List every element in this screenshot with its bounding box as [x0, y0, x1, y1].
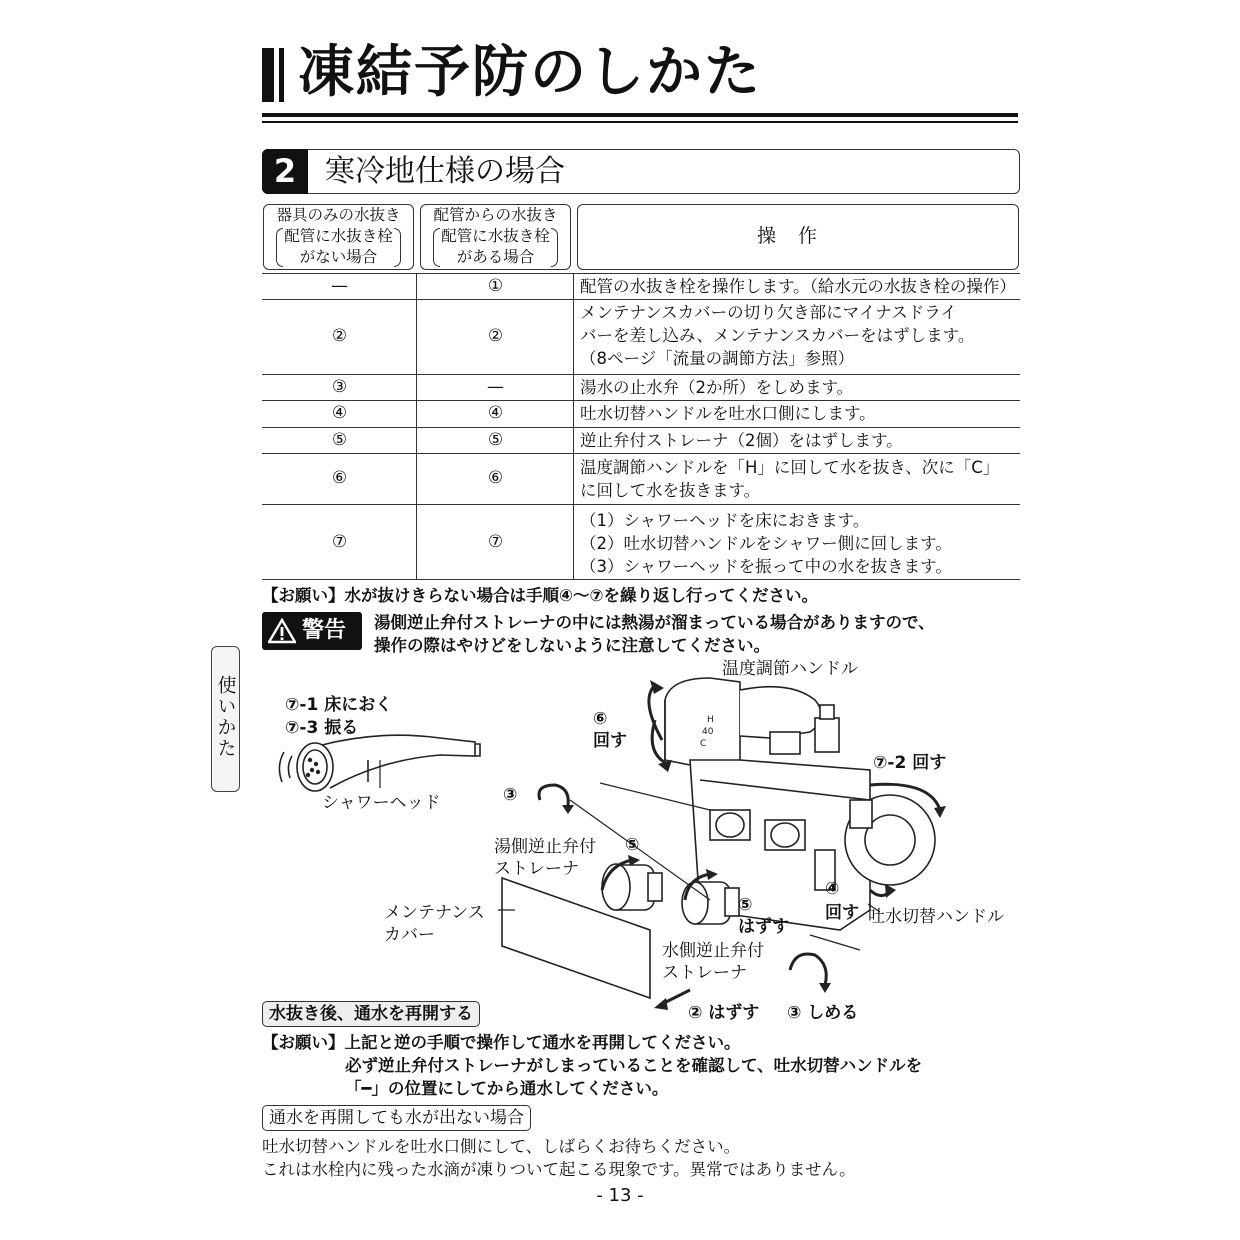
page-number: - 13 -: [596, 1185, 644, 1206]
row6-text-line1: 温度調節ハンドルを「H」に回して水を抜き、次に「C」: [580, 458, 1000, 477]
row7-text-line2: （2）吐水切替ハンドルをシャワー側に回します。: [580, 534, 952, 553]
label-close-valve: ③ しめる: [787, 1003, 859, 1023]
row2-text-line2: バーを差し込み、メンテナンスカバーをはずします。: [580, 326, 975, 345]
title-rule: [262, 113, 1018, 117]
arrow-step3-top: [539, 785, 568, 805]
label-step7-2: ⑦-2 回す: [873, 753, 947, 773]
label-cover-2: カバー: [384, 925, 435, 945]
row4-col2: ④: [487, 403, 504, 423]
side-tab-label: 使いかた: [214, 675, 237, 759]
row7-text-line1: （1）シャワーヘッドを床におきます。: [580, 511, 870, 530]
table-rule: [262, 453, 1020, 454]
table-rule: [262, 400, 1020, 401]
row1-text: 配管の水抜き栓を操作します。（給水元の水抜き栓の操作）: [580, 277, 1016, 296]
table-rule: [262, 579, 1020, 580]
row7-col1: ⑦: [331, 532, 348, 552]
row7-col2: ⑦: [487, 532, 504, 552]
label-cover-1: メンテナンス: [384, 903, 485, 923]
row2-col1: ②: [331, 326, 348, 346]
title-rule-thin: [262, 121, 1018, 123]
request-note: 【お願い】水が抜けきらない場合は手順④～⑦を繰り返し行ってください。: [262, 586, 818, 605]
table-header-operation: 操作: [577, 204, 1019, 270]
table-rule: [262, 374, 1020, 375]
warning-triangle-icon: [262, 612, 302, 650]
valve-mark-c: C: [700, 739, 707, 749]
label-temp-handle: 温度調節ハンドル: [722, 659, 858, 679]
label-floor: ⑦-1 床におく: [285, 695, 393, 715]
warning-text-line2: 操作の際はやけどをしないように注意してください。: [374, 636, 770, 655]
table-header-col1: [263, 204, 414, 270]
label-step6-action: 回す: [593, 731, 627, 751]
row3-col1: ③: [331, 377, 348, 397]
resume-water-label: 水抜き後、通水を再開する: [262, 1001, 480, 1027]
header-col2-line3: がある場合: [456, 248, 535, 266]
resume-line3: 「━」の位置にしてから通水してください。: [345, 1079, 669, 1098]
row5-text: 逆止弁付ストレーナ（2個）をはずします。: [580, 431, 903, 450]
label-step6-num: ⑥: [593, 709, 608, 729]
row2-col2: ②: [487, 326, 504, 346]
warning-label: 警告: [302, 618, 347, 643]
section-title: 寒冷地仕様の場合: [325, 154, 565, 189]
no-water-line2: これは水栓内に残った水滴が凍りついて起こる現象です。異常ではありません。: [262, 1160, 856, 1179]
warning-badge: [262, 612, 362, 650]
label-hot-strainer-1: 湯側逆止弁付: [494, 837, 596, 857]
header-col1-line3: がない場合: [299, 248, 378, 266]
arrow-step3-bottom: [790, 954, 826, 985]
row4-text: 吐水切替ハンドルを吐水口側にします。: [580, 404, 876, 423]
header-col1-line1: 器具のみの水抜き: [276, 206, 401, 224]
header-col1-line2: 配管に水抜き栓: [276, 226, 401, 247]
row1-col2: ①: [487, 276, 504, 296]
label-cold-step5: ⑤: [738, 895, 753, 915]
row6-col2: ⑥: [487, 468, 504, 488]
table-rule: [262, 504, 1020, 505]
resume-line2: 必ず逆止弁付ストレーナがしまっていることを確認して、吐水切替ハンドルを: [345, 1056, 923, 1075]
table-col-divider: [416, 273, 417, 579]
label-cold-remove: はずす: [738, 917, 789, 937]
title-bar-thick: [262, 48, 274, 102]
no-water-line1: 吐水切替ハンドルを吐水口側にして、しばらくお待ちください。: [262, 1137, 741, 1156]
side-tab[interactable]: [211, 646, 240, 792]
row6-text-line2: に回して水を抜きます。: [580, 481, 761, 500]
row6-col1: ⑥: [331, 468, 348, 488]
label-step3-top: ③: [503, 785, 518, 805]
label-cold-strainer-2: ストレーナ: [662, 963, 747, 983]
warning-text-line1: 湯側逆止弁付ストレーナの中には熱湯が溜まっている場合がありますので、: [374, 613, 935, 632]
row3-col2: —: [487, 377, 504, 397]
valve-mark-40: 40: [702, 727, 714, 737]
title-bar-thin: [279, 48, 284, 102]
table-rule: [262, 273, 1020, 274]
section-number: 2: [262, 149, 308, 194]
label-step4-num: ④: [825, 879, 840, 899]
header-col2-line1: 配管からの水抜き: [433, 206, 558, 224]
row2-text-line3: （8ページ「流量の調節方法」参照）: [580, 349, 855, 368]
label-hot-step5: ⑤: [625, 835, 640, 855]
row7-text-line3: （3）シャワーヘッドを振って中の水を抜きます。: [580, 557, 952, 576]
table-header-col2: [420, 204, 571, 270]
row5-col2: ⑤: [487, 430, 504, 450]
table-rule: [262, 427, 1020, 428]
page-title: 凍結予防のしかた: [298, 40, 762, 105]
row5-col1: ⑤: [331, 430, 348, 450]
resume-line1: 【お願い】上記と逆の手順で操作して通水を再開してください。: [262, 1033, 741, 1052]
label-switch-handle: 吐水切替ハンドル: [868, 907, 1004, 927]
row4-col1: ④: [331, 403, 348, 423]
label-step4-action: 回す: [825, 903, 859, 923]
row2-text-line1: メンテナンスカバーの切り欠き部にマイナスドライ: [580, 303, 957, 322]
label-hot-strainer-2: ストレーナ: [494, 859, 579, 879]
label-cold-strainer-1: 水側逆止弁付: [662, 941, 764, 961]
no-water-label: 通水を再開しても水が出ない場合: [262, 1105, 531, 1131]
cold-strainer-drawing: [682, 882, 739, 924]
valve-mark-h: H: [707, 715, 714, 725]
table-col-divider: [573, 273, 574, 579]
table-rule: [262, 299, 1020, 300]
label-shake: ⑦-3 振る: [285, 718, 359, 738]
label-remove-cover: ② はずす: [688, 1003, 760, 1023]
header-col2-line2: 配管に水抜き栓: [433, 226, 558, 247]
row3-text: 湯水の止水弁（2か所）をしめます。: [580, 378, 854, 397]
row1-col1: —: [331, 276, 348, 296]
label-shower-head: シャワーヘッド: [322, 793, 441, 813]
arrow-temp-up: [649, 685, 662, 740]
